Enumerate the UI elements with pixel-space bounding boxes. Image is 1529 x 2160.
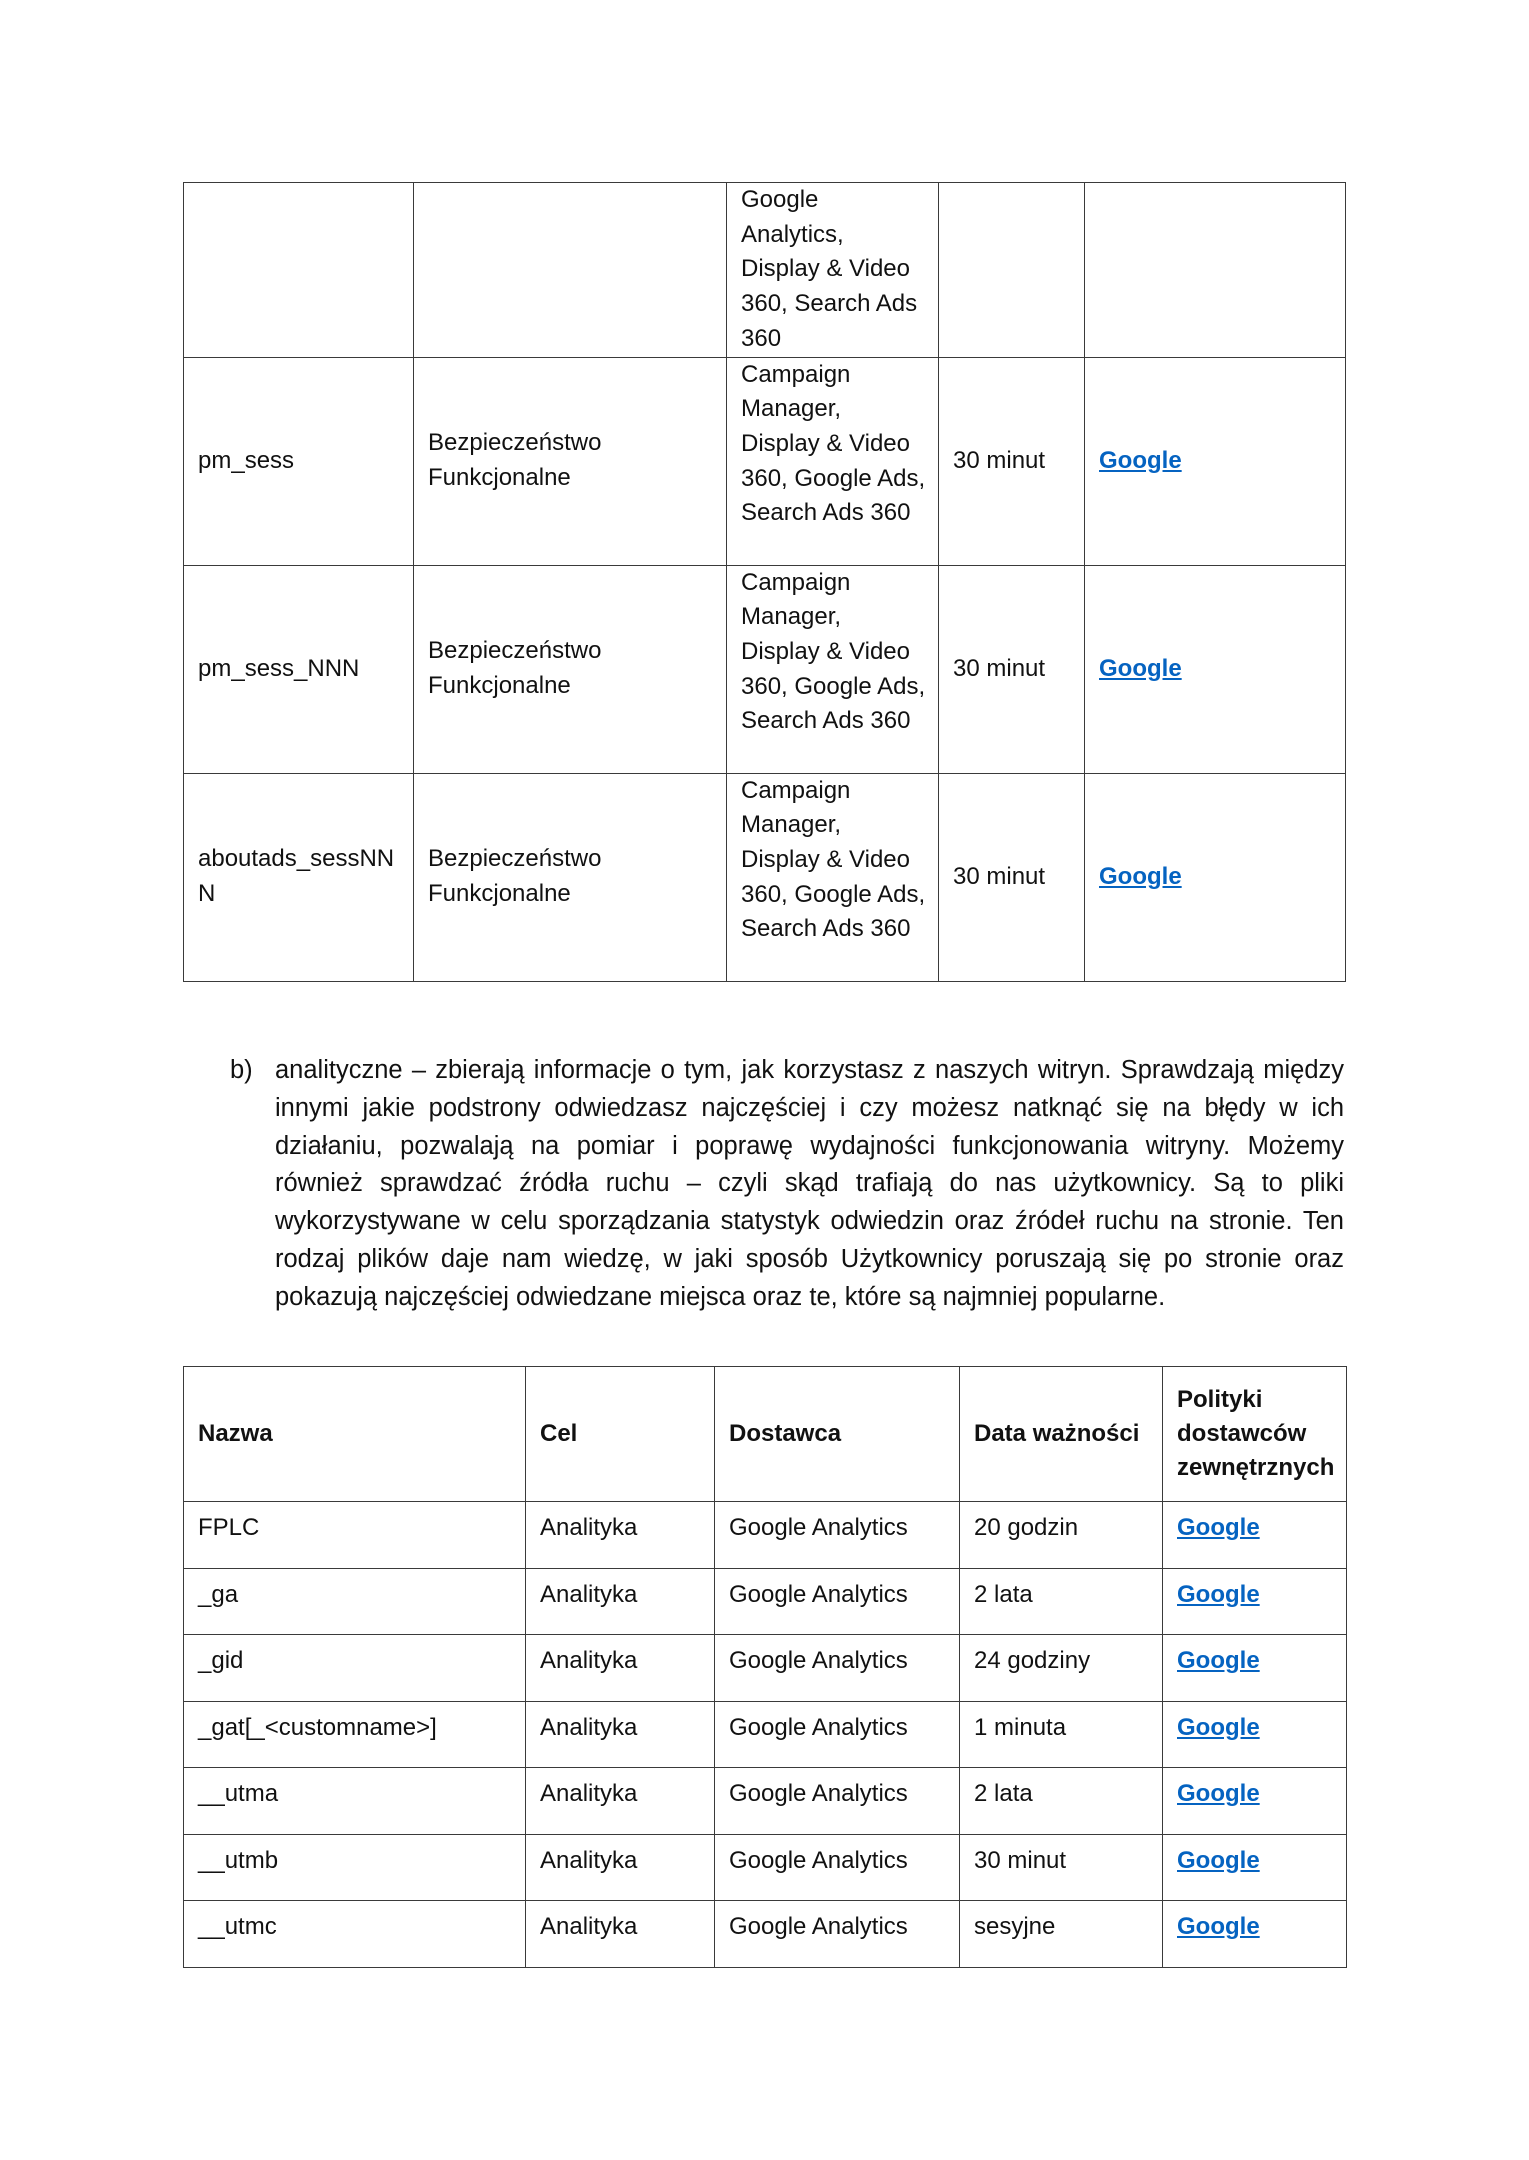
table-row bbox=[184, 1502, 1347, 1569]
cookie-name bbox=[184, 183, 414, 358]
cookie-policy bbox=[1163, 1502, 1347, 1569]
cookie-policy bbox=[1163, 1901, 1347, 1968]
cookie-provider: Google Analytics bbox=[715, 1502, 960, 1569]
table-row bbox=[184, 1768, 1347, 1835]
cookie-provider: Google Analytics, Display & Video 360, Search Ads 360 bbox=[727, 183, 939, 358]
cookie-expiry bbox=[939, 183, 1085, 358]
cookie-name: _gid bbox=[184, 1635, 526, 1702]
cookie-expiry: sesyjne bbox=[960, 1901, 1163, 1968]
cookie-name: aboutads_sessNNN bbox=[184, 773, 414, 981]
cookie-policy bbox=[1163, 1568, 1347, 1635]
cookie-name: __utmc bbox=[184, 1901, 526, 1968]
cookie-provider: Google Analytics bbox=[715, 1635, 960, 1702]
cookie-expiry: 30 minut bbox=[939, 357, 1085, 565]
header-purpose: Cel bbox=[526, 1367, 715, 1502]
table-row bbox=[184, 183, 1346, 358]
cookie-expiry: 24 godziny bbox=[960, 1635, 1163, 1702]
cookie-policy bbox=[1163, 1768, 1347, 1835]
policy-link-google[interactable]: Google bbox=[1177, 1713, 1260, 1741]
cookie-expiry: 2 lata bbox=[960, 1768, 1163, 1835]
cookie-purpose: Bezpieczeństwo Funkcjonalne bbox=[414, 357, 727, 565]
list-marker: b) bbox=[230, 1056, 253, 1084]
policy-link-google[interactable]: Google bbox=[1177, 1647, 1260, 1674]
paragraph-text: analityczne – zbierają informacje o tym, jak korzystasz z naszych witryn. Sprawdzają między innymi jakie podstrony odwiedzasz najczęściej i czy możesz natknąć się na błędy w ich działaniu, pozwalają na pomiar i poprawę wydajności funkcjonowania witryny. Możemy również sprawdzać źródła ruchu – czyli skąd trafiają do nas użytkownicy. Są to pliki wykorzystywane w celu sporządzania statystyk odwiedzin oraz źródeł ruchu na stronie. Ten rodzaj plików daje nam wiedzę, w jaki sposób Użytkownicy poruszają się po stronie oraz pokazują najczęściej odwiedzane miejsca oraz te, które są najmniej popularne. bbox=[275, 1056, 1344, 1311]
cookie-name: __utmb bbox=[184, 1834, 526, 1901]
cookie-provider: Google Analytics bbox=[715, 1834, 960, 1901]
table-row bbox=[184, 1635, 1347, 1702]
cookie-expiry: 30 minut bbox=[939, 565, 1085, 773]
policy-link-google[interactable]: Google bbox=[1177, 1514, 1260, 1541]
cookie-purpose: Bezpieczeństwo Funkcjonalne bbox=[414, 565, 727, 773]
cookie-purpose: Analityka bbox=[526, 1502, 715, 1569]
cookie-name: FPLC bbox=[184, 1502, 526, 1569]
header-provider: Dostawca bbox=[715, 1367, 960, 1502]
policy-link-google[interactable]: Google bbox=[1099, 446, 1182, 474]
cookie-provider: Campaign Manager, Display & Video 360, Google Ads, Search Ads 360 bbox=[727, 773, 939, 981]
cookie-purpose: Analityka bbox=[526, 1568, 715, 1635]
cookie-expiry: 2 lata bbox=[960, 1568, 1163, 1635]
cookie-expiry: 1 minuta bbox=[960, 1701, 1163, 1768]
cookie-policy bbox=[1163, 1834, 1347, 1901]
policy-link-google[interactable]: Google bbox=[1099, 862, 1182, 890]
cookie-expiry: 20 godzin bbox=[960, 1502, 1163, 1569]
cookie-provider: Google Analytics bbox=[715, 1568, 960, 1635]
table-row bbox=[184, 1834, 1347, 1901]
cookie-provider: Campaign Manager, Display & Video 360, Google Ads, Search Ads 360 bbox=[727, 357, 939, 565]
cookie-expiry: 30 minut bbox=[960, 1834, 1163, 1901]
header-name: Nazwa bbox=[184, 1367, 526, 1502]
cookie-name: _ga bbox=[184, 1568, 526, 1635]
header-policy: Polityki dostawców zewnętrznych bbox=[1163, 1367, 1347, 1502]
cookie-name: _gat[_<customname>] bbox=[184, 1701, 526, 1768]
cookie-expiry: 30 minut bbox=[939, 773, 1085, 981]
policy-link-google[interactable]: Google bbox=[1099, 654, 1182, 682]
table-row bbox=[184, 1701, 1347, 1768]
cookie-policy bbox=[1085, 357, 1346, 565]
cookie-name: __utma bbox=[184, 1768, 526, 1835]
table-header-row bbox=[184, 1367, 1347, 1502]
policy-link-google[interactable]: Google bbox=[1177, 1846, 1260, 1874]
functional-cookies-table-continued bbox=[183, 182, 1346, 982]
cookie-purpose: Analityka bbox=[526, 1768, 715, 1835]
cookie-policy bbox=[1085, 773, 1346, 981]
analytics-cookies-table bbox=[183, 1366, 1347, 1968]
cookie-policy bbox=[1085, 565, 1346, 773]
header-expiry: Data ważności bbox=[960, 1367, 1163, 1502]
cookie-purpose: Analityka bbox=[526, 1635, 715, 1702]
table-row bbox=[184, 1568, 1347, 1635]
analytics-cookies-description bbox=[230, 1052, 1344, 1317]
cookie-provider: Google Analytics bbox=[715, 1768, 960, 1835]
cookie-purpose: Analityka bbox=[526, 1834, 715, 1901]
cookie-purpose: Bezpieczeństwo Funkcjonalne bbox=[414, 773, 727, 981]
cookie-provider: Google Analytics bbox=[715, 1701, 960, 1768]
cookie-purpose: Analityka bbox=[526, 1901, 715, 1968]
policy-link-google[interactable]: Google bbox=[1177, 1580, 1260, 1608]
table-row bbox=[184, 773, 1346, 981]
cookie-purpose bbox=[414, 183, 727, 358]
cookie-policy bbox=[1163, 1701, 1347, 1768]
table-row bbox=[184, 1901, 1347, 1968]
policy-link-google[interactable]: Google bbox=[1177, 1780, 1260, 1807]
cookie-purpose: Analityka bbox=[526, 1701, 715, 1768]
cookie-provider: Google Analytics bbox=[715, 1901, 960, 1968]
cookie-provider: Campaign Manager, Display & Video 360, Google Ads, Search Ads 360 bbox=[727, 565, 939, 773]
cookie-policy bbox=[1085, 183, 1346, 358]
policy-link-google[interactable]: Google bbox=[1177, 1913, 1260, 1940]
table-row bbox=[184, 565, 1346, 773]
cookie-name: pm_sess_NNN bbox=[184, 565, 414, 773]
cookie-name: pm_sess bbox=[184, 357, 414, 565]
table-row bbox=[184, 357, 1346, 565]
cookie-policy bbox=[1163, 1635, 1347, 1702]
